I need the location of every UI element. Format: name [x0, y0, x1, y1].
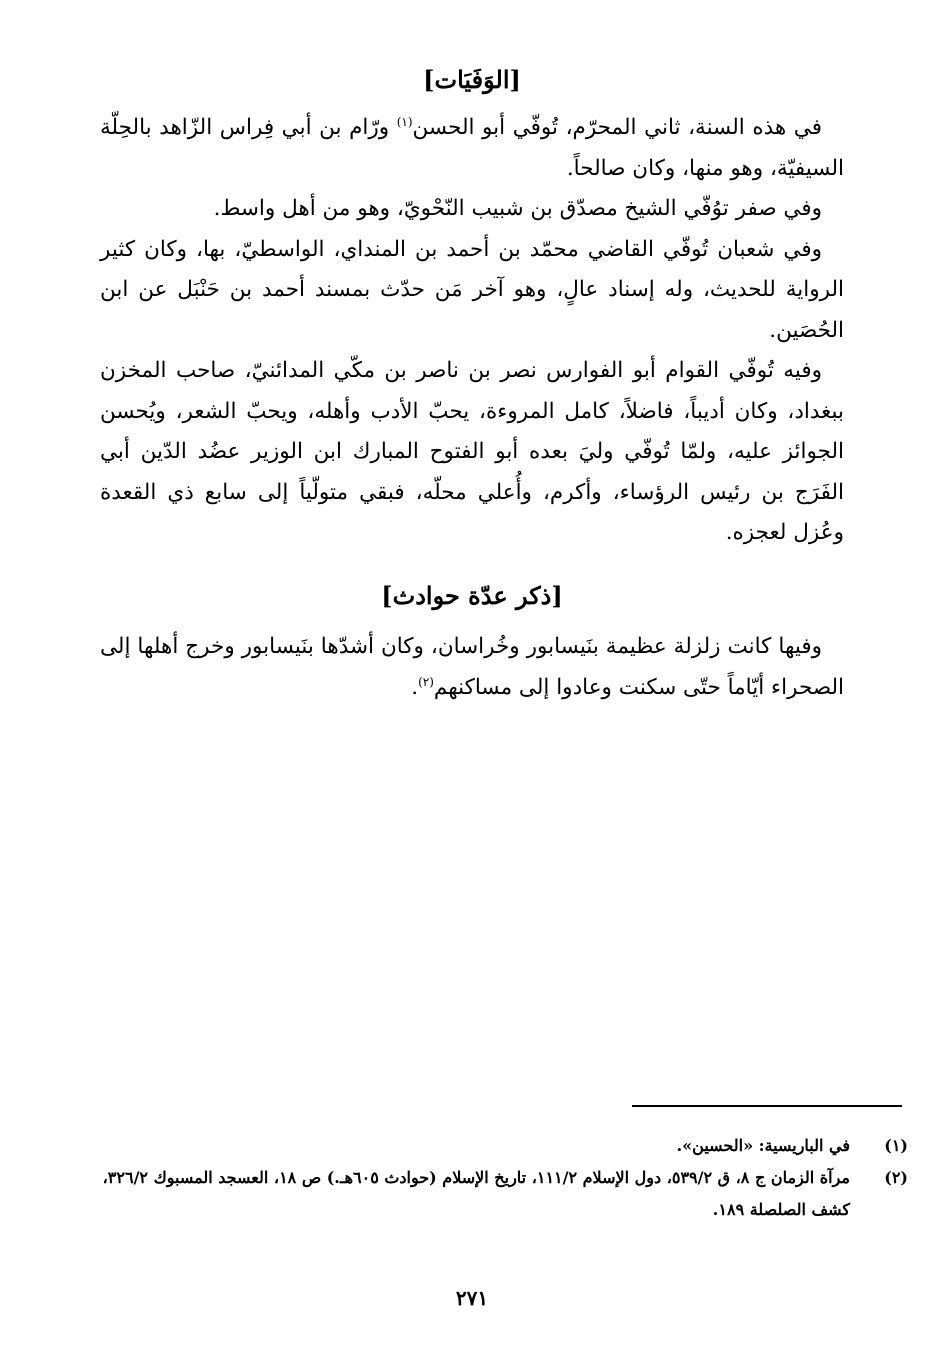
footnote-divider — [632, 1105, 902, 1107]
paragraph-text: في هذه السنة، ثاني المحرّم، تُوفّي أبو الحسن — [412, 115, 823, 140]
paragraph-text: وفيها كانت زلزلة عظيمة بنَيسابور وخُراسان، وكان أشدّها بنَيسابور وخرج أهلها إلى الصحراء أيّاماً حتّى سكنت وعادوا إلى مساكنهم — [100, 634, 844, 700]
footnote-number: (٢) — [884, 1168, 908, 1187]
paragraph-text: . — [411, 674, 419, 700]
paragraph-text: ورّام بن أبي فِراس الزّاهد بالحِلّة السيفيّة، وهو منها، وكان صالحاً. — [100, 115, 844, 181]
paragraph-earthquake — [100, 627, 844, 708]
obituaries-heading: [الوَفَيَات] — [423, 65, 521, 94]
paragraph-al-qawam: وفيه تُوفّي القوام أبو الفوارس نصر بن ناصر بن مكّي المدائنيّ، صاحب المخزن ببغداد، وكان أديباً، فاضلاً، كامل المروءة، يحبّ الأدب وأهله، ويحبّ الشعر، ويُحسن الجوائز عليه، ولمّا تُوفّي وليَ بعده أبو الفتوح المبارك ابن الوزير عضُد الدّين أبي الفَرَج بن رئيس الرؤساء، وأكرم، وأُعلي محلّه، فبقي متولّياً إلى سابع ذي القعدة وعُزل لعجزه. — [100, 358, 844, 545]
footnote-text: في الباريسية: «الحسين». — [676, 1136, 850, 1155]
footnote-text: مرآة الزمان ج ٨، ق ٥٣٩/٢، دول الإسلام ١١١/٢، تاريخ الإسلام (حوادث ٦٠٥هـ.) ص ١٨، العسجد المسبوك ٣٢٦/٢، كشف الصلصلة ١٨٩. — [102, 1168, 850, 1219]
obituaries-section — [100, 108, 844, 554]
events-heading: [ذكر عدّة حوادث] — [381, 581, 563, 610]
footnote-reference-1[interactable]: (١) — [396, 114, 413, 129]
paragraph-abu-al-hasan — [100, 108, 844, 189]
footnote-1 — [100, 1130, 908, 1162]
page-number: ٢٧١ — [455, 1286, 489, 1310]
footnote-2 — [100, 1162, 908, 1226]
events-section — [100, 627, 844, 708]
footnote-number: (١) — [884, 1136, 908, 1155]
footnote-reference-2[interactable]: (٢) — [418, 674, 434, 689]
footnotes — [100, 1130, 908, 1226]
paragraph-judge-muhammad: وفي شعبان تُوفّي القاضي محمّد بن أحمد بن المنداي، الواسطيّ، بها، وكان كثير الرواية للحديث، وله إسناد عالٍ، وهو آخر مَن حدّث بمسند أحمد بن حَنْبَل عن ابن الحُصَين. — [100, 236, 844, 343]
paragraph-musaddaq: وفي صفر توُفّي الشيخ مصدّق بن شبيب النّحْويّ، وهو من أهل واسط. — [213, 196, 822, 221]
